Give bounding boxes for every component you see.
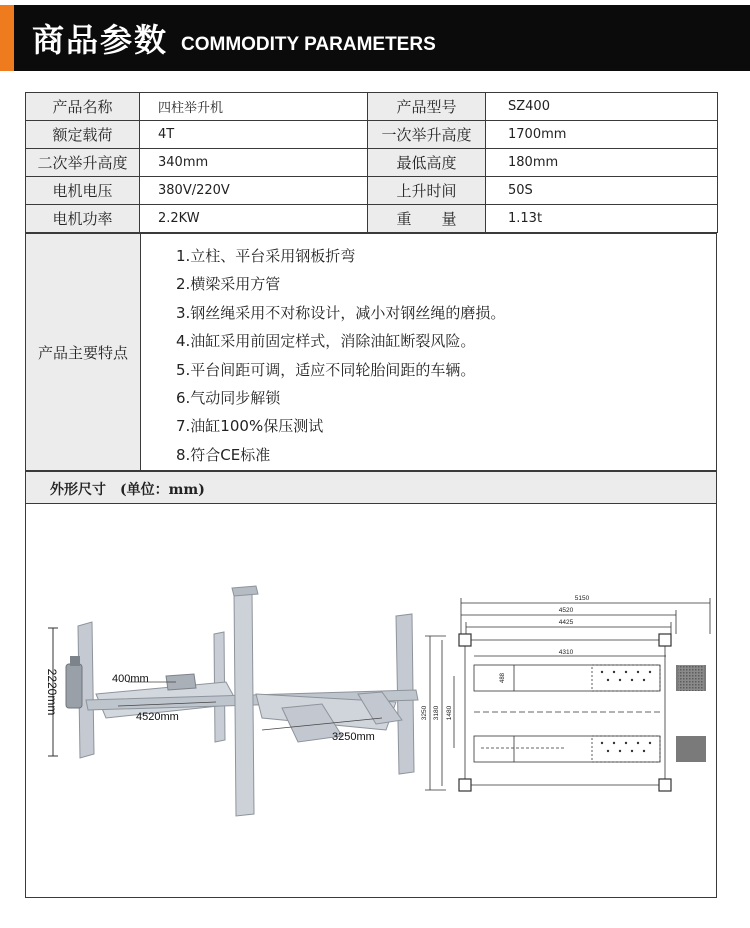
drawing-ramps — [676, 665, 706, 762]
spec-value: SZ400 — [486, 93, 718, 121]
spec-label: 电机电压 — [26, 177, 140, 205]
spec-value: 2.2KW — [140, 205, 368, 233]
spec-label: 产品型号 — [368, 93, 486, 121]
table-row — [26, 205, 718, 233]
drawing-dim-3250: 3250 — [421, 705, 428, 721]
photo-width-label: 3250mm — [332, 731, 375, 743]
drawing-dots — [601, 671, 651, 752]
list-item: 8.符合CE标准 — [176, 445, 271, 464]
list-item: 2.横梁采用方管 — [176, 275, 281, 294]
features-section — [25, 233, 717, 471]
table-row — [26, 93, 718, 121]
spec-value: 340mm — [140, 149, 368, 177]
drawing-dim-1480: 1480 — [446, 705, 453, 721]
drawing-dim-488: 488 — [500, 672, 506, 684]
spec-value: 四柱举升机 — [140, 93, 368, 121]
table-row — [26, 121, 718, 149]
table-row — [26, 177, 718, 205]
list-item: 6.气动同步解锁 — [176, 388, 281, 407]
photo-length-label: 4520mm — [136, 711, 179, 723]
spec-value: 1.13t — [486, 205, 718, 233]
list-item: 1.立柱、平台采用钢板折弯 — [176, 247, 356, 265]
dimensions-illustration — [26, 504, 718, 898]
spec-value: 50S — [486, 177, 718, 205]
spec-value: 4T — [140, 121, 368, 149]
header-title-cn: 商品参数 — [32, 21, 169, 59]
spec-label: 重 量 — [368, 205, 486, 233]
dimensions-heading: 外形尺寸 (单位：mm) — [50, 482, 205, 498]
spec-label: 一次举升高度 — [368, 121, 486, 149]
spec-table — [25, 92, 718, 233]
photo-lift-label: 400mm — [112, 673, 149, 685]
list-item: 4.油缸采用前固定样式，消除油缸断裂风险。 — [176, 332, 476, 351]
lift-photo — [48, 586, 418, 816]
photo-height-label: 2220mm — [45, 668, 59, 716]
list-item: 3.钢丝绳采用不对称设计，减小对钢丝绳的磨损。 — [176, 303, 506, 322]
dimensions-heading-bar — [25, 471, 717, 504]
features-label: 产品主要特点 — [26, 234, 141, 470]
spec-value: 380V/220V — [140, 177, 368, 205]
spec-label: 额定载荷 — [26, 121, 140, 149]
spec-label: 二次举升高度 — [26, 149, 140, 177]
list-item: 5.平台间距可调，适应不同轮胎间距的车辆。 — [176, 360, 476, 379]
technical-drawing — [425, 598, 710, 791]
header-accent-bar — [0, 5, 14, 71]
spec-label: 电机功率 — [26, 205, 140, 233]
spec-label: 上升时间 — [368, 177, 486, 205]
spec-value: 1700mm — [486, 121, 718, 149]
drawing-dim-4425: 4425 — [558, 619, 574, 626]
drawing-dim-4520: 4520 — [558, 607, 574, 614]
header-banner — [0, 5, 750, 71]
drawing-dim-5150: 5150 — [574, 595, 590, 602]
drawing-dim-3180: 3180 — [433, 705, 440, 721]
features-list — [176, 246, 505, 473]
list-item: 7.油缸100%保压测试 — [176, 417, 324, 436]
spec-label: 最低高度 — [368, 149, 486, 177]
table-row — [26, 149, 718, 177]
dimensions-panel — [25, 504, 717, 898]
spec-value: 180mm — [486, 149, 718, 177]
drawing-dim-4310: 4310 — [558, 649, 574, 656]
header-title-en: COMMODITY PARAMETERS — [181, 34, 436, 55]
spec-label: 产品名称 — [26, 93, 140, 121]
